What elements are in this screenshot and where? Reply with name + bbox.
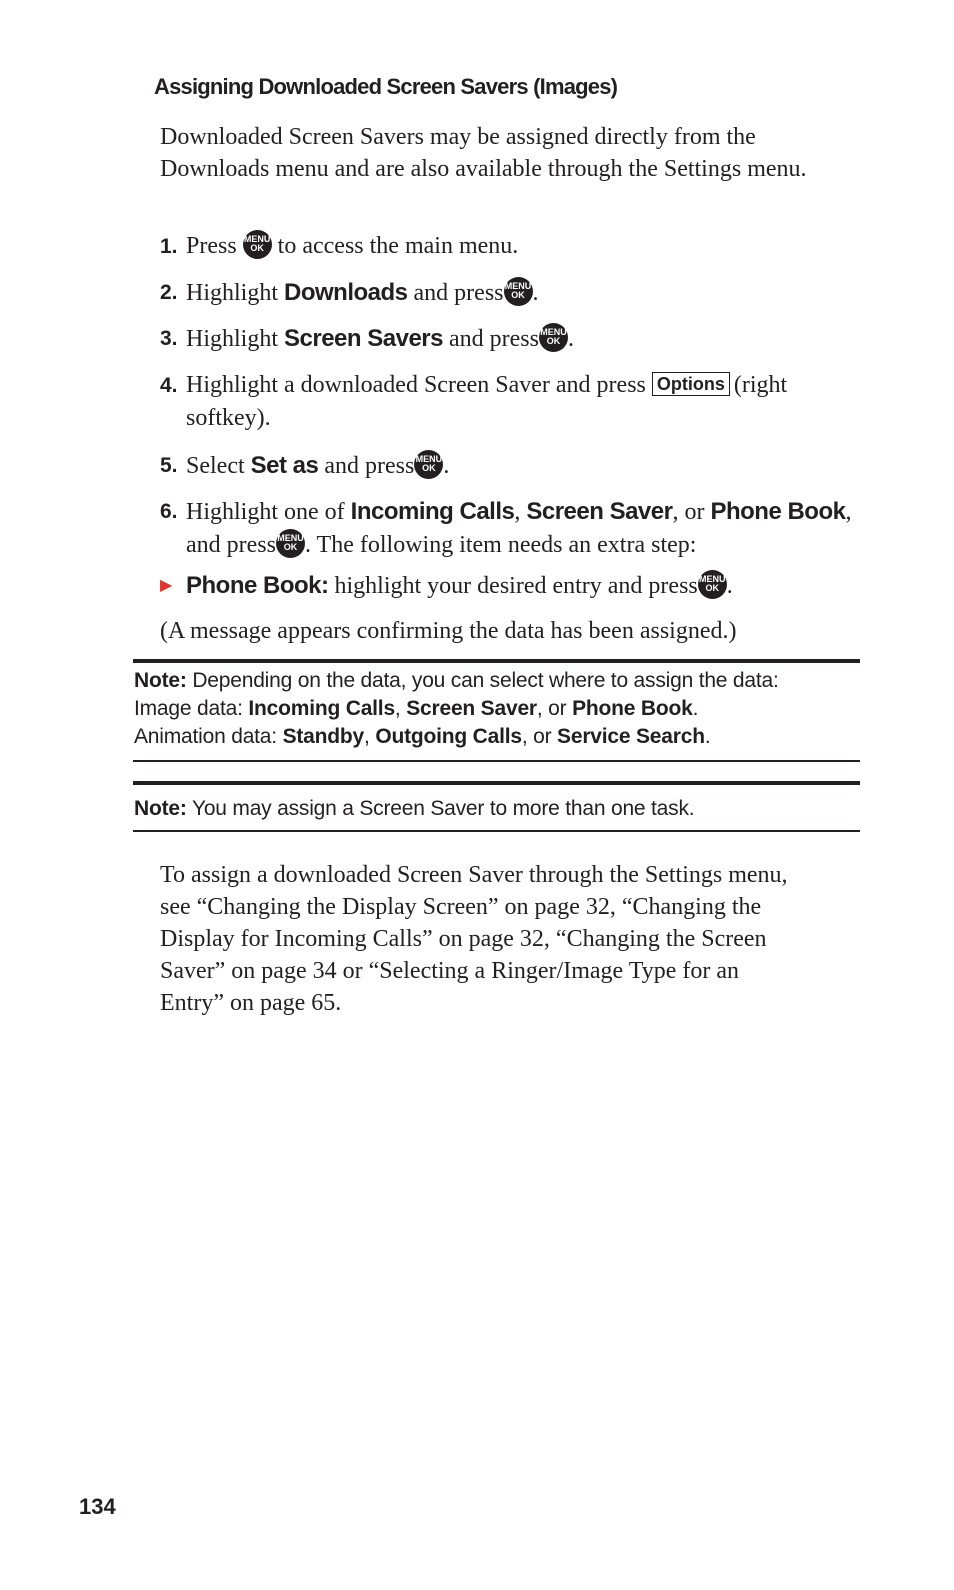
bullet-text: highlight your desired entry and press (334, 573, 698, 599)
step-text: and press (413, 280, 504, 306)
step-text: (right softkey). (186, 372, 788, 431)
step-text: to access the main menu. (277, 233, 519, 259)
menu-keyword: Screen Savers (284, 325, 443, 352)
step-text: and press (448, 326, 539, 352)
step-number: 3. (160, 327, 178, 350)
step-text: Select (186, 453, 245, 479)
note-keyword: Outgoing Calls (375, 725, 522, 748)
menu-ok-icon: MENU OK (414, 450, 443, 479)
note-multiple-tasks (134, 795, 859, 823)
step-text: Press (186, 233, 237, 259)
step-number: 5. (160, 454, 178, 477)
step-number: 2. (160, 281, 178, 304)
menu-ok-icon: MENU OK (504, 277, 533, 306)
section-heading: Assigning Downloaded Screen Savers (Images) (154, 74, 618, 99)
step-text: Highlight (186, 280, 279, 306)
menu-keyword: Downloads (284, 279, 408, 306)
bullet-arrow-icon: ▶ (160, 577, 173, 594)
step-number: 4. (160, 374, 178, 397)
note-text: You may assign a Screen Saver to more than one task. (191, 797, 695, 820)
note-data-assignment: Note: Depending on the data, you can select where to assign the data: Image data: Incoming Calls, Screen Saver, or Phone Book. Animation data: Standby, Outgoing Calls, or Service Search. (134, 669, 779, 748)
step-2: 2. Highlight Downloads and press MENU OK . (160, 276, 860, 310)
menu-keyword: Phone Book: (186, 572, 329, 599)
step-6: 6. Highlight one of Incoming Calls, Screen Saver, or Phone Book, and press MENU OK . The following item needs an extra step: (160, 495, 860, 562)
step-5: 5. Select Set as and press MENU OK . (160, 449, 860, 483)
step-number: 1. (160, 235, 178, 258)
step-1 (160, 230, 860, 263)
menu-ok-icon: MENU OK (698, 570, 727, 599)
step-3: 3. Highlight Screen Savers and press MENU OK . (160, 322, 860, 356)
step-text: Highlight one of (186, 499, 345, 525)
menu-keyword: Incoming Calls (350, 498, 515, 525)
note-top-rule (133, 659, 860, 663)
note-keyword: Standby (282, 725, 365, 748)
options-softkey-label: Options (652, 372, 730, 396)
menu-ok-icon: MENU OK (243, 230, 272, 259)
menu-keyword: Set as (250, 452, 319, 479)
step-text: and press (186, 532, 276, 558)
note-bottom-rule (133, 760, 860, 762)
note-keyword: Screen Saver (406, 697, 537, 720)
note-label: Note: (134, 797, 187, 820)
note-keyword: Phone Book (572, 697, 693, 720)
intro-paragraph: Downloaded Screen Savers may be assigned directly from the Downloads menu and are also available through the Settings menu. (160, 124, 807, 182)
step-text: Highlight (186, 326, 279, 352)
menu-ok-icon: MENU OK (276, 529, 305, 558)
note-keyword: Service Search (557, 725, 705, 748)
note-text: Depending on the data, you can select where to assign the data: (192, 669, 779, 692)
closing-paragraph: To assign a downloaded Screen Saver through the Settings menu, see “Changing the Display Screen” on page 32, “Changing the Display for Incoming Calls” on page 32, “Changing the Screen Saver” on page 34 or “Selecting a Ringer/Image Type for an Entry” on page 65. (160, 862, 788, 1016)
step-4 (160, 369, 860, 435)
menu-ok-icon: MENU OK (539, 323, 568, 352)
menu-keyword: Phone Book (710, 498, 846, 525)
note-keyword: Incoming Calls (248, 697, 395, 720)
note-text: Animation data: (134, 725, 277, 748)
note-text: Image data: (134, 697, 243, 720)
step-text: and press (324, 453, 415, 479)
bullet-phone-book: Phone Book: highlight your desired entry and press MENU OK . (160, 569, 860, 603)
note-top-rule (133, 781, 860, 785)
confirmation-text: (A message appears confirming the data has been assigned.) (160, 618, 737, 644)
step-text: Highlight a downloaded Screen Saver and press (186, 372, 646, 398)
step-number: 6. (160, 500, 178, 523)
menu-keyword: Screen Saver (526, 498, 673, 525)
page-number: 134 (79, 1494, 116, 1519)
note-label: Note: (134, 669, 187, 692)
note-bottom-rule (133, 830, 860, 832)
